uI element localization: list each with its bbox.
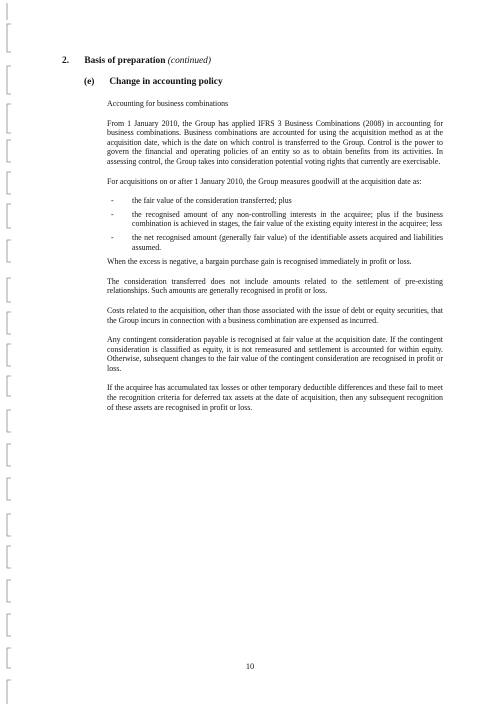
body-text <box>107 99 443 422</box>
binding-marks <box>0 0 20 707</box>
subsection-title: Change in accounting policy <box>109 77 223 87</box>
section-number: 2. <box>62 56 70 66</box>
subsection-label: (e) <box>84 77 95 87</box>
section-title: Basis of preparation <box>84 56 166 66</box>
list-item-text: the net recognised amount (generally fair value) of the identifiable assets acquired and liabilities assumed. <box>132 232 443 252</box>
list-item <box>107 196 443 206</box>
paragraph-bargain-purchase: When the excess is negative, a bargain purchase gain is recognised immediately in profit or loss. <box>107 257 412 267</box>
paragraph-consideration: The consideration transferred does not include amounts related to the settlement of pre-existing relationships. Such amounts are generally recognised in profit or loss. <box>107 276 443 296</box>
list-item-text: the recognised amount of any non-controlling interests in the acquiree; plus if the business combination is achieved in stages, the fair value of the existing equity interest in the acquiree; less <box>132 209 443 229</box>
goodwill-components-list <box>107 196 443 252</box>
section-continued: (continued) <box>167 56 211 66</box>
page-number: 10 <box>245 662 255 671</box>
bullet-dash: - <box>111 209 114 219</box>
list-item <box>107 210 443 229</box>
paragraph-ifrs3: From 1 January 2010, the Group has applied IFRS 3 Business Combinations (2008) in accounting for business combinations. Business combinations are accounted for using the acquisition method as at the acquisition date, which is the date on which control is transferred to the Group. Control is the power to govern the financial and operating policies of an entity so as to obtain benefits from its activities. In assessing control, the Group takes into consideration potential voting rights that currently are exercisable. <box>107 118 443 166</box>
list-item <box>107 233 443 252</box>
paragraph-contingent-consideration: Any contingent consideration payable is recognised at fair value at the acquisition date. If the contingent consideration is classified as equity, it is not remeasured and settlement is accounted for within equity. Otherwise, subsequent changes to the fair value of the contingent consideration are recognised in profit or loss. <box>107 335 443 373</box>
paragraph-tax-losses: If the acquiree has accumulated tax losses or other temporary deductible differences and these fail to meet the recognition criteria for deferred tax assets at the date of acquisition, then any subsequent recognition of these assets are recognised in profit or loss. <box>107 383 443 412</box>
subsection-heading <box>84 77 223 87</box>
paragraph-goodwill-measure: For acquisitions on or after 1 January 2010, the Group measures goodwill at the acquisition date as: <box>107 176 422 186</box>
section-heading <box>62 56 211 66</box>
paragraph-acquisition-costs: Costs related to the acquisition, other than those associated with the issue of debt or equity securities, that the Group incurs in connection with a business combination are expensed as incurred. <box>107 305 443 325</box>
bullet-dash: - <box>111 232 114 242</box>
topic-title: Accounting for business combinations <box>107 99 229 108</box>
list-item-text: the fair value of the consideration transferred; plus <box>132 196 292 206</box>
bullet-dash: - <box>111 196 114 206</box>
